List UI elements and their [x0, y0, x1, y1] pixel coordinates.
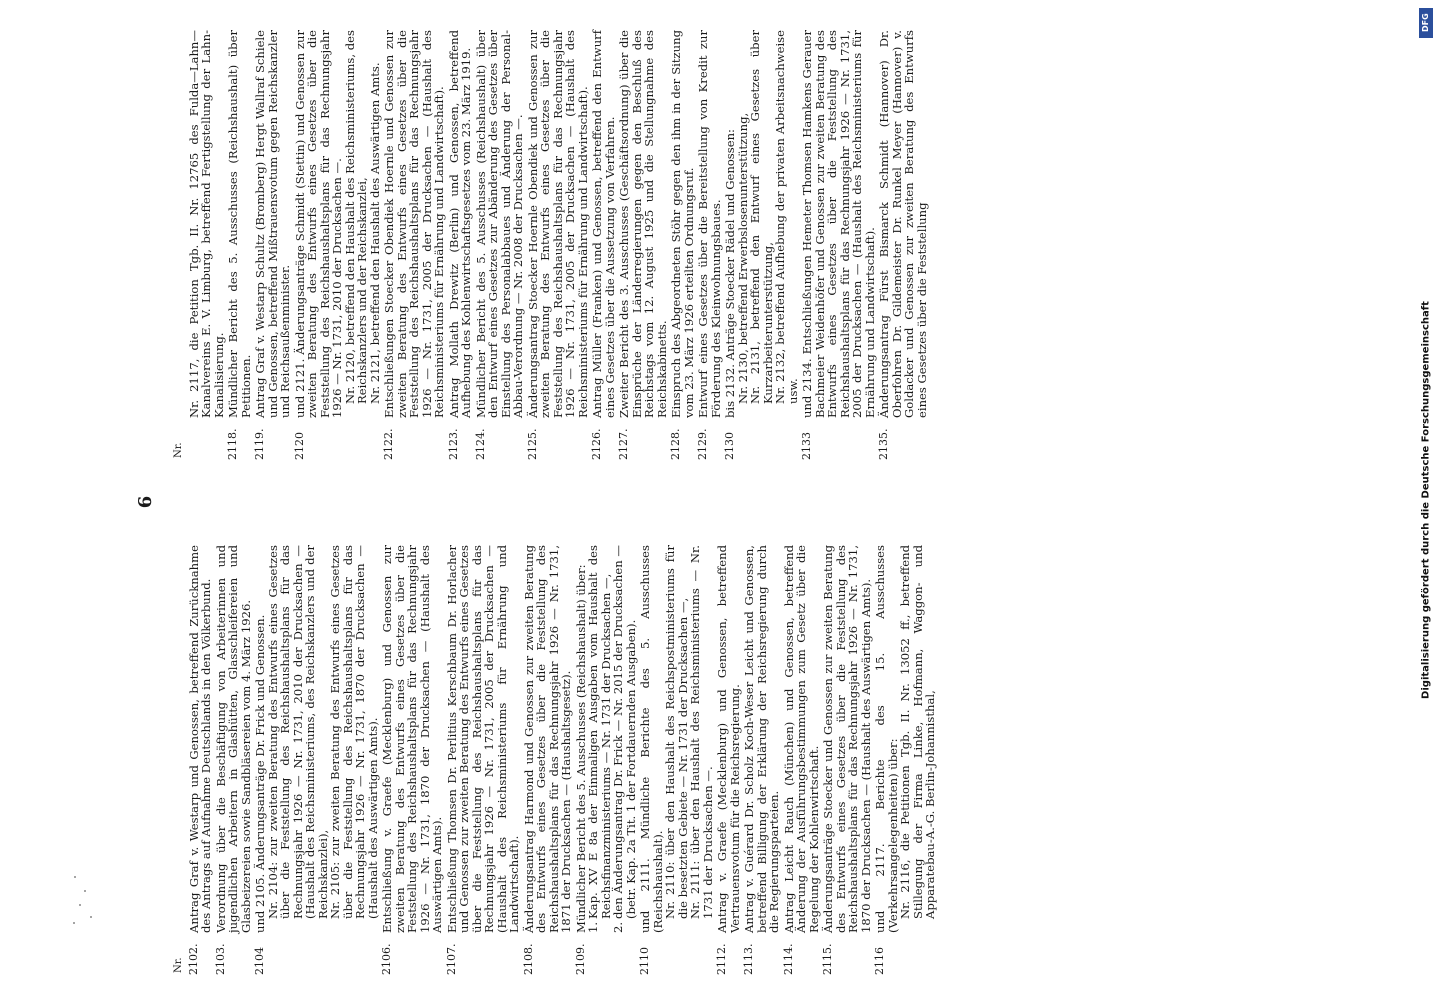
entry-line: Antrag v. Graefe (Mecklenburg) und Genossen, betreffend Vertrauensvotum für die Reichsregierung.	[715, 545, 742, 933]
entry-line: Antrag Graf v. Westarp und Genossen, betreffend Zurücknahme des Antrags auf Aufnahme Deutschlands in den Völkerbund.	[186, 545, 213, 933]
entry-text	[878, 30, 928, 418]
entry-line: Nr. 2131, betreffend den Entwurf eines Gesetzes über Kurzarbeiterunterstützung,	[748, 30, 775, 404]
entry-text	[874, 545, 937, 933]
entry-line: Änderungsanträge Stoecker und Genossen zur zweiten Beratung des Entwurfs eines Gesetzes über die Feststellung des Reichshaushaltsplans für das Rechnungsjahr 1926 — Nr. 1731, 1870 der Drucksachen — (Haushalt des Auswärtigen Amts).	[821, 545, 873, 933]
entry-number: 2104	[253, 947, 266, 975]
entry-number: 2110	[638, 947, 651, 975]
entry-line: Nr. 2116, die Petitionen Tgb. II. Nr. 13052 ff., betreffend Stillegung der Firma Linke, Hofmann, Waggon- und Apparatebau-A.-G. Berlin-Johannisthal,	[898, 545, 937, 919]
entry-line: Entschließung v. Graefe (Mecklenburg) und Genossen zur zweiten Beratung des Entwurfs eines Gesetzes über die Feststellung des Reichshaushaltsplans für das Rechnungsjahr 1926 — Nr. 1731, 1870 der Drucksachen — (Haushalt des Auswärtigen Amts).	[380, 545, 444, 933]
left-column	[173, 545, 939, 975]
entry-line: Nr. 2117, die Petition Tgb. II. Nr. 12765 des Fulda—Lahn—Kanalvereins E. V. Limburg, betreffend Fertigstellung der Lahn-Kanalisierung.	[186, 30, 226, 418]
entry-line: Antrag Leicht Rauch (München) und Genossen, betreffend Änderung der Ausführungsbestimmungen zum Gesetz über die Regelung der Kohlenwirtschaft.	[781, 545, 821, 933]
page-number: 6	[135, 495, 156, 509]
entry	[448, 30, 473, 460]
entry	[381, 545, 444, 975]
entry-line: Nr. 2105: zur zweiten Beratung des Entwurfs eines Gesetzes über die Feststellung des Reichshaushaltsplans für das Rechnungsjahr 1926 — Nr. 1731, 1870 der Drucksachen — (Haushalt des Auswärtigen Amts).	[328, 545, 380, 919]
entry-line: Änderungsantrag Fürst Bismarck Schmidt (Hannover) Dr. Oberfohren Dr. Gildemeister Dr. Runkel Meyer (Hannover) v. Goldacker und Genossen zur zweiten Beratung des Entwurfs eines Gesetzes über die Feststellung	[877, 30, 929, 418]
entry-text	[254, 30, 292, 418]
entry-line: und 2105. Änderungsanträge Dr. Frick und Genossen.	[253, 614, 267, 933]
entry-line: Nr. 2121, betreffend den Haushalt des Auswärtigen Amts.	[367, 62, 382, 404]
entry-line: Nr. 2130, betreffend Erwerbslosenunterstützung,	[735, 112, 750, 404]
entry-line: Mündlicher Bericht des 5. Ausschusses (Reichshaushalt) über Petitionen.	[226, 30, 253, 418]
entry	[639, 545, 714, 975]
entry-text	[822, 545, 872, 933]
sub-item-number: 2.	[611, 921, 625, 933]
entry-text	[724, 30, 799, 418]
sub-item-number: 1.	[586, 921, 600, 933]
entry-line: Nr. 2132, betreffend Aufhebung der privaten Arbeitsnachweise usw.	[773, 30, 800, 404]
entry-number: 2118.	[226, 428, 239, 460]
entry	[591, 30, 616, 460]
entry-number: 2135.	[877, 428, 890, 460]
entry	[227, 30, 252, 460]
entry	[743, 545, 781, 975]
entry-line: bis 2132. Anträge Stoecker Rädel und Genossen:	[723, 129, 737, 418]
entry-line: Entschließung Thomsen Dr. Perlitius Kerschbaum Dr. Horlacher und Genossen zur zweiten Beratung des Entwurfs eines Gesetzes über die Feststellung des Reichshaushaltsplans für das Rechnungsjahr 1926 — Nr. 1731, 2005 der Drucksachen — (Haushalt des Reichsministeriums für Ernährung und Landwirtschaft).	[444, 545, 521, 933]
entry-number: 2115.	[821, 943, 834, 975]
entry-text	[475, 30, 525, 418]
entry-line: Nr. 2111: über den Haushalt des Reichsministeriums — Nr. 1731 der Drucksachen —.	[688, 545, 715, 919]
entry-line: und 2134. Entschließungen Hemeter Thomsen Hamkens Gerauer Bachmeier Weidenhöfer und Genossen zur zweiten Beratung des Entwurfs eines Gesetzes über die Feststellung des Reichshaushaltsplans für das Rechnungsjahr 1926 — Nr. 1731, 2005 der Drucksachen — (Haushalt des Reichsministeriums für Ernährung und Landwirtschaft).	[800, 30, 877, 418]
entry	[527, 30, 590, 460]
entry-text	[591, 30, 616, 418]
entry	[716, 545, 741, 975]
entry-number: 2127.	[617, 428, 630, 460]
entry-text	[446, 545, 521, 933]
entry-number: 2130	[723, 432, 736, 460]
entry	[670, 30, 695, 460]
entry-line: Mündlicher Bericht des 5. Ausschusses (Reichshaushalt) über:	[573, 564, 588, 933]
entry-number: 2114.	[781, 943, 795, 975]
entry-text	[527, 30, 590, 418]
entry-text	[188, 545, 213, 933]
entry	[801, 30, 876, 460]
entry	[188, 30, 226, 460]
entry-line: Antrag Mollath Drewitz (Berlin) und Genossen, betreffend Aufhebung des Kohlenwirtschaftsgesetzes vom 23. März 1919.	[446, 30, 473, 418]
document-page	[115, 0, 1330, 1000]
entry-text	[716, 545, 741, 933]
entry-text	[639, 545, 714, 933]
entry-line: Änderungsantrag Harmond und Genossen zur zweiten Beratung des Entwurfs eines Gesetzes über die Feststellung des Reichshaushaltsplans für das Rechnungsjahr 1926 — Nr. 1731, 1871 der Drucksachen — (Haushaltsgesetz).	[521, 545, 573, 933]
entry-line: Nr. 2110: über den Haushalt des Reichspostministeriums für die besetzten Gebiete — Nr. 1731 der Drucksachen —,	[663, 545, 690, 919]
entry-number: 2129.	[696, 428, 709, 460]
sub-item-text: Kap. XV E 8a der Einmaligen Ausgaben vom Haushalt des Reichsfinanzministeriums — Nr. 1731 der Drucksachen —,	[586, 545, 613, 919]
scan-specks	[70, 870, 100, 930]
entry-number	[188, 418, 226, 460]
dfg-logo: DFG	[1419, 8, 1433, 38]
sub-item	[612, 545, 637, 933]
entry-line: Antrag v. Guérard Dr. Scholz Koch-Weser Leicht und Genossen, betreffend Billigung der Erklärung der Reichsregierung durch die Regierungsparteien.	[742, 545, 781, 933]
entry-line: und 2117. Berichte des 15. Ausschusses (Verkehrsangelegenheiten) über:	[873, 545, 900, 933]
entry-number: 2107.	[444, 943, 458, 975]
entry	[215, 545, 253, 975]
entry	[878, 30, 928, 460]
entry-text	[783, 545, 821, 933]
entry	[783, 545, 821, 975]
footer-text: Digitalisierung gefördert durch die Deutsche Forschungsgemeinschaft	[1420, 301, 1432, 699]
entry-number: 2120	[292, 432, 306, 460]
entry-line: Entwurf eines Gesetzes über die Bereitstellung von Kredit zur Förderung des Kleinwohnungsbaues.	[696, 30, 723, 418]
entry-text	[523, 545, 573, 933]
entry-line: Entschließungen Stoecker Obendiek Hoernle und Genossen zur zweiten Beratung des Entwurfs eines Gesetzes über die Feststellung des Reichshaushaltsplans für das Rechnungsjahr 1926 — Nr. 1731, 2005 der Drucksachen — (Haushalt des Reichsministeriums für Ernährung und Landwirtschaft).	[382, 30, 446, 418]
entry-number: 2106.	[380, 943, 393, 975]
entry-number: 2109.	[573, 943, 587, 975]
entry-line: und 2121. Änderungsanträge Schmidt (Stettin) und Genossen zur zweiten Beratung des Entwurfs eines Gesetzes über die Feststellung des Reichshaushaltsplans für das Rechnungsjahr 1926 — Nr. 1731, 2010 der Drucksachen —.	[292, 30, 344, 418]
entry-text	[448, 30, 473, 418]
entry	[254, 30, 292, 460]
entry-text	[215, 545, 253, 933]
entry	[618, 30, 668, 460]
entry-line: Zweiter Bericht des 3. Ausschusses (Geschäftsordnung) über die Einsprüche der Länderregierungen gegen den Beschluß des Reichstags vom 12. August 1925 und die Stellungnahme des Reichskabinetts.	[617, 30, 669, 418]
entry-line: Nr. 2120, betreffend den Haushalt des Reichsministeriums, des Reichskanzlers und der Reichskanzlei,	[342, 30, 369, 404]
entry-line: Mündlicher Bericht des 5. Ausschusses (Reichshaushalt) über den Entwurf eines Gesetzes zur Abänderung des Gesetzes über Einstellung des Personalabbaues und Änderung der Personal-Abbau-Verordnung — Nr. 2008 der Drucksachen —.	[473, 30, 525, 418]
right-column	[173, 30, 930, 460]
sub-item-text: den Änderungsantrag Dr. Frick — Nr. 2015 der Drucksachen — (betr. Kap. 2a Tit. 1 der Fortdauernden Ausgaben).	[611, 545, 638, 919]
entry-number: 2125.	[525, 428, 539, 460]
entry-text	[743, 545, 781, 933]
entry-text	[697, 30, 722, 418]
digitization-footer	[1418, 0, 1434, 1000]
entry-number: 2123.	[446, 428, 460, 460]
nr-heading: Nr.	[173, 442, 184, 458]
entry-number: 2122.	[382, 428, 395, 460]
entry-text	[383, 30, 446, 418]
entry	[523, 545, 573, 975]
entry-number: 2116	[873, 947, 886, 975]
entry-text	[294, 30, 382, 418]
entry-text	[618, 30, 668, 418]
entry-number: 2113.	[742, 943, 755, 975]
entry-number: 2108.	[521, 943, 535, 975]
entry	[383, 30, 446, 460]
entry	[822, 545, 872, 975]
entry	[254, 545, 379, 975]
entry-line: Verordnung über die Beschäftigung von Arbeiterinnen und jugendlichen Arbeitern in Glashütten, Glasschleifereien und Glasbeizereien sowie Sandbläsereien vom 4. März 1926.	[213, 545, 253, 933]
entry	[475, 30, 525, 460]
entry-number: 2103.	[213, 943, 227, 975]
entry-number: 2102.	[186, 943, 200, 975]
entry-number: 2133	[800, 432, 813, 460]
entry-line: Einspruch des Abgeordneten Stöhr gegen den ihm in der Sitzung vom 23. März 1926 erteilten Ordnungsruf.	[669, 30, 696, 418]
entry-text	[575, 545, 638, 933]
entry-number: 2128.	[669, 428, 682, 460]
entry-text	[381, 545, 444, 933]
entry-line: Nr. 2104: zur zweiten Beratung des Entwurfs eines Gesetzes über die Feststellung des Reichshaushaltsplans für das Rechnungsjahr 1926 — Nr. 1731, 2010 der Drucksachen — (Haushalt des Reichsministeriums, des Reichskanzlers und der Reichskanzlei),	[265, 545, 330, 919]
entry-text	[254, 545, 379, 933]
entry-number: 2119.	[253, 428, 266, 460]
entry-line: Antrag Müller (Franken) und Genossen, betreffend den Entwurf eines Gesetzes über die Aussetzung von Verfahren.	[590, 30, 617, 418]
nr-heading: Nr.	[173, 957, 184, 973]
entry	[874, 545, 937, 975]
entry-text	[670, 30, 695, 418]
entry-number: 2112.	[715, 943, 728, 975]
entry-text	[801, 30, 876, 418]
entry	[697, 30, 722, 460]
entry-number: 2124.	[473, 428, 487, 460]
entry-line: Änderungsantrag Stoecker Hoernle Obendiek und Genossen zur zweiten Beratung des Entwurfs eines Gesetzes über die Feststellung des Reichshaushaltsplans für das Rechnungsjahr 1926 — Nr. 1731, 2005 der Drucksachen — (Haushalt des Reichsministeriums für Ernährung und Landwirtschaft).	[525, 30, 590, 418]
entry	[575, 545, 638, 975]
entry-line: Antrag Graf v. Westarp Schultz (Bromberg) Hergt Wallraf Schiele und Genossen, betreffend Mißtrauensvotum gegen Reichskanzler und Reichsaußenminister.	[253, 30, 292, 418]
entry-text	[188, 30, 226, 418]
entry	[188, 545, 213, 975]
entry	[724, 30, 799, 460]
entry	[446, 545, 521, 975]
entry-line: und 2111. Mündliche Berichte des 5. Ausschusses (Reichshaushalt).	[638, 545, 665, 933]
entry-text	[227, 30, 252, 418]
sub-item	[587, 545, 612, 933]
entry-number: 2126.	[590, 428, 603, 460]
entry	[294, 30, 382, 460]
